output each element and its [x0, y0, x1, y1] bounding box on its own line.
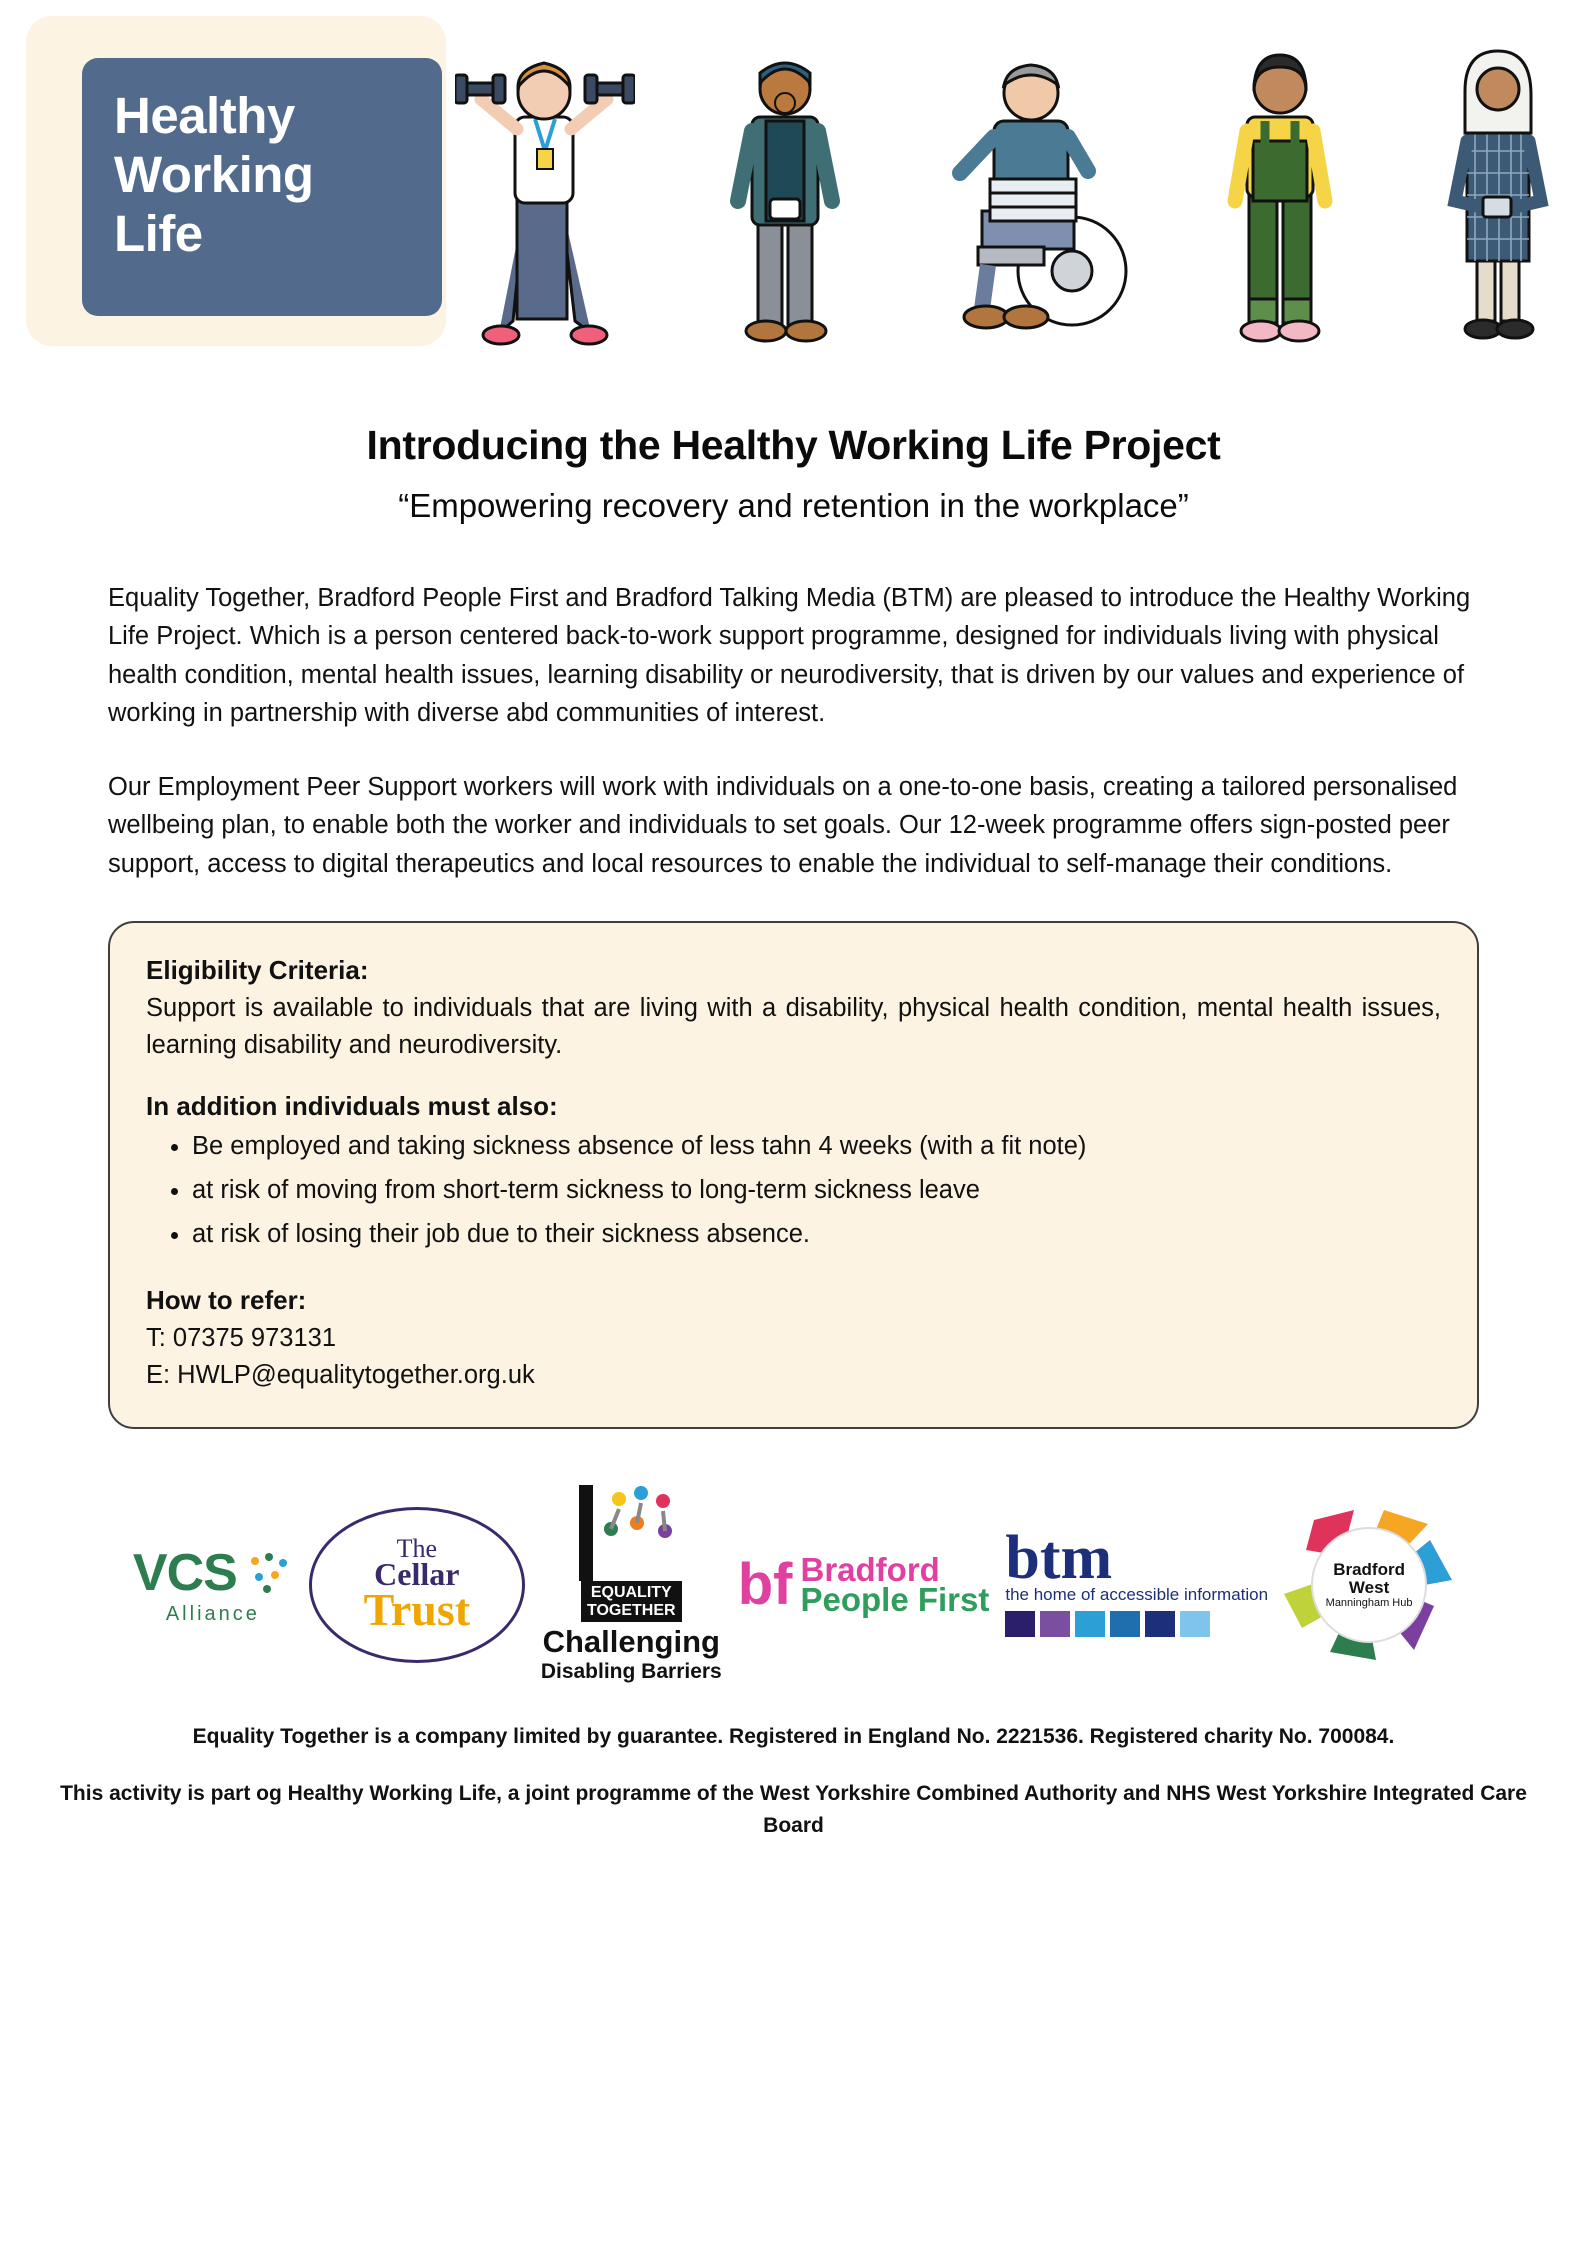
- logo-vcs-alliance: [133, 1543, 293, 1626]
- vcs-wordmark: VCS: [132, 1544, 237, 1603]
- btm-colour-swatches: [1005, 1611, 1268, 1637]
- disabling-barriers-label: Disabling Barriers: [540, 1660, 722, 1684]
- eligibility-bullet-list: [146, 1128, 1441, 1253]
- body-text: [108, 579, 1479, 883]
- illustration-person-barista: [708, 21, 858, 356]
- poster-header: [0, 0, 1587, 360]
- logo-bradford-west: [1284, 1510, 1454, 1660]
- contact-phone[interactable]: T: 07375 973131: [146, 1324, 337, 1353]
- illustration-person-hijab: [1425, 21, 1565, 356]
- illustration-person-dungarees: [1203, 21, 1353, 356]
- badge-line-1: EQUALITY: [590, 1584, 672, 1602]
- bw-line-3: Manningham Hub: [1325, 1596, 1413, 1609]
- intro-paragraph-2: Our Employment Peer Support workers will work with individuals on a one-to-one basis, creating a tailored personalised wellbeing plan, to enable both the worker and individuals to set goals. Our 12-week programme offers sign-posted peer support, access to digital therapeutics and local resources to enable the individual to self-manage their conditions.: [108, 773, 1458, 878]
- cellar-trust: Trust: [363, 1583, 471, 1635]
- page-subtitle: “Empowering recovery and retention in the workplace”: [398, 487, 1189, 524]
- logo-bradford-people-first: [738, 1551, 990, 1619]
- logo-btm: [1005, 1524, 1269, 1637]
- brand-logo: [82, 58, 442, 316]
- bpf-mark: bf: [737, 1552, 793, 1618]
- bpf-line-1: Bradford: [800, 1550, 940, 1588]
- intro-paragraph-1: Equality Together, Bradford People First and Bradford Talking Media (BTM) are pleased to introduce the Healthy Working Life Project. Which is a person centered back-to-work support programme, designed for individuals living with physical health condition, mental health issues, learning disability or neurodiversity, that is driven by our values and experience of working in partnership with diverse abd communities of interest.: [108, 584, 1471, 727]
- vcs-dots-icon: [245, 1549, 293, 1597]
- cellar-the: The: [396, 1533, 438, 1563]
- logo-equality-together: [541, 1485, 722, 1684]
- contact-email[interactable]: E: HWLP@equalitytogether.org.uk: [146, 1360, 535, 1389]
- eligibility-panel: [108, 921, 1479, 1429]
- list-item: • at risk of moving from short-term sickness to long-term sickness leave: [192, 1172, 1441, 1210]
- vcs-alliance-label: Alliance: [165, 1603, 260, 1626]
- panel-spacer-2: [146, 1259, 1441, 1285]
- brand-logo-line-3: Life: [114, 205, 203, 263]
- list-item: • Be employed and taking sickness absence of less tahn 4 weeks (with a fit note): [192, 1128, 1441, 1166]
- page-title: Introducing the Healthy Working Life Project: [366, 422, 1221, 468]
- partner-logo-row: [0, 1475, 1587, 1695]
- btm-wordmark: btm: [1005, 1524, 1113, 1593]
- refer-heading: How to refer:: [146, 1285, 307, 1316]
- eligibility-text: Support is available to individuals that are living with a disability, physical health condition, mental health issues, learning disability and neurodiversity.: [146, 993, 1441, 1060]
- list-item: • at risk of losing their job due to their sickness absence.: [192, 1216, 1441, 1254]
- bw-line-2: West: [1348, 1577, 1390, 1597]
- brand-logo-line-2: Working: [114, 146, 314, 204]
- brand-logo-line-1: Healthy: [114, 87, 295, 144]
- addition-heading: In addition individuals must also:: [146, 1091, 558, 1122]
- illustration-person-wheelchair-user: [930, 21, 1130, 356]
- panel-spacer-1: [146, 1065, 1441, 1091]
- eligibility-heading: Eligibility Criteria:: [146, 954, 369, 985]
- brand-logo-panel: [26, 16, 446, 346]
- bpf-line-2: People First: [800, 1580, 990, 1618]
- footer-line-2: This activity is part og Healthy Working Life, a joint programme of the West Yorkshire Combined Authority and NHS West Yorkshire Integrated Care Board: [60, 1782, 1527, 1837]
- illustration-people-row: [455, 6, 1565, 356]
- logo-cellar-trust: [309, 1507, 525, 1663]
- equality-together-badge: [581, 1581, 682, 1622]
- btm-tagline: the home of accessible information: [1005, 1585, 1269, 1605]
- cellar-cellar: Cellar: [374, 1555, 460, 1592]
- challenging-label: Challenging: [542, 1624, 720, 1660]
- footer: [0, 1721, 1587, 1842]
- equality-together-people-icon: [597, 1485, 683, 1581]
- footer-line-1: Equality Together is a company limited by guarantee. Registered in England No. 2221536. Registered charity No. 700084.: [192, 1724, 1395, 1748]
- illustration-person-weightlifter: [455, 21, 635, 356]
- badge-line-2: TOGETHER: [586, 1601, 676, 1619]
- bw-line-1: Bradford: [1333, 1559, 1405, 1579]
